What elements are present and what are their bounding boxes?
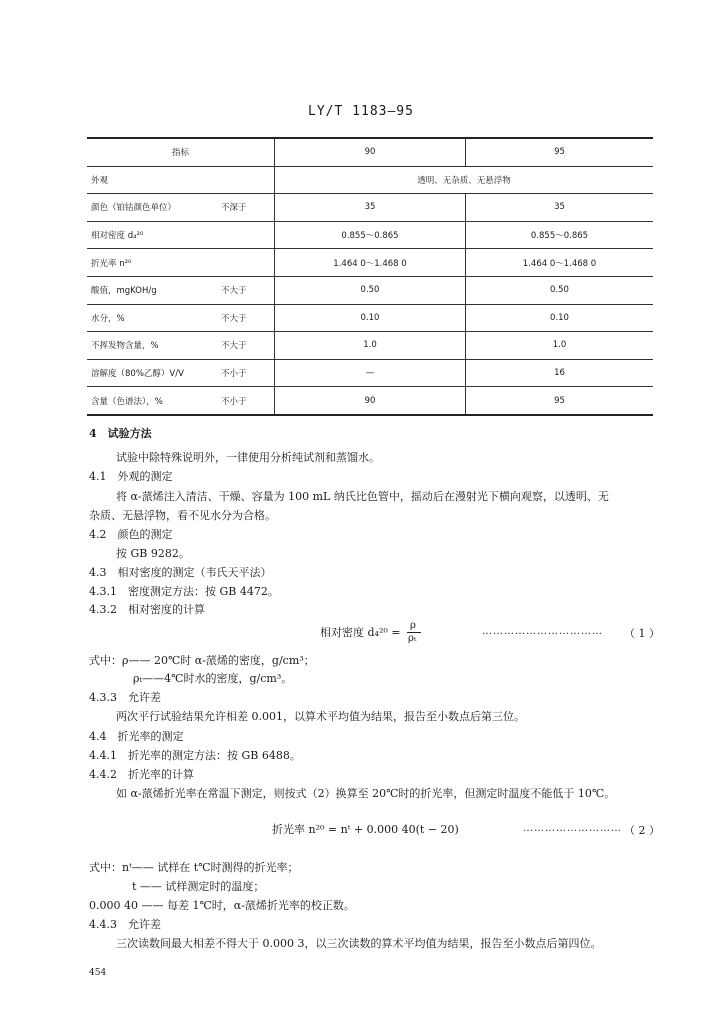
row-qualifier: 不大于 bbox=[221, 276, 275, 304]
section-4-3-1: 4.3.1 密度测定方法：按 GB 4472。 bbox=[89, 585, 279, 598]
section-4-3-3-heading: 4.3.3 允许差 bbox=[89, 691, 161, 704]
section-4-3-2-heading: 4.3.2 相对密度的计算 bbox=[89, 603, 205, 616]
row-name: 外观 bbox=[87, 166, 221, 194]
row-span-value: 透明、无杂质、无悬浮物 bbox=[275, 166, 654, 194]
equation-2: 折光率 n²⁰ = nᵗ + 0.000 40(t − 20) bbox=[272, 823, 459, 836]
section-4-4-1: 4.4.1 折光率的测定方法：按 GB 6488。 bbox=[89, 749, 301, 762]
header-grade-90: 90 bbox=[275, 138, 466, 166]
specification-table bbox=[87, 137, 653, 416]
row-name: 酸值，mgKOH/g bbox=[87, 276, 221, 304]
equation-1-leader-dots: …………………………… bbox=[482, 626, 603, 637]
row-value-95: 1.464 0～1.468 0 bbox=[466, 249, 654, 277]
row-qualifier: 不深于 bbox=[221, 194, 275, 222]
table-row bbox=[87, 221, 653, 249]
row-qualifier bbox=[221, 249, 275, 277]
page-number: 454 bbox=[89, 968, 107, 978]
section-4-4-3-heading: 4.4.3 允许差 bbox=[89, 918, 161, 931]
section-4-4-heading: 4.4 折光率的测定 bbox=[89, 730, 184, 743]
section-4-4-2-heading: 4.4.2 折光率的计算 bbox=[89, 768, 194, 781]
section-4-4-2-paragraph: 如 α-蒎烯折光率在常温下测定，则按式（2）换算至 20℃时的折光率，但测定时温度不能低于 10℃。 bbox=[116, 787, 616, 800]
equation-1-numerator: ρ bbox=[410, 620, 416, 631]
row-value-90: 35 bbox=[275, 194, 466, 222]
row-name: 颜色（铂钴颜色单位） bbox=[87, 194, 221, 222]
row-value-95: 0.50 bbox=[466, 276, 654, 304]
section-4-2-paragraph: 按 GB 9282。 bbox=[116, 547, 190, 560]
row-value-90: 0.50 bbox=[275, 276, 466, 304]
equation-1-where-b: ρₜ——4℃时水的密度，g/cm³。 bbox=[133, 672, 293, 685]
header-grade-95: 95 bbox=[466, 138, 654, 166]
equation-2-leader-dots: ……………………… bbox=[523, 823, 622, 834]
section-4-paragraph: 试验中除特殊说明外，一律使用分析纯试剂和蒸馏水。 bbox=[116, 451, 380, 464]
section-4-1-paragraph-line2: 杂质、无悬浮物，看不见水分为合格。 bbox=[89, 509, 276, 522]
row-qualifier: 不小于 bbox=[221, 387, 275, 415]
row-value-90: 0.10 bbox=[275, 304, 466, 332]
section-4-2-heading: 4.2 颜色的测定 bbox=[89, 528, 173, 541]
row-value-95: 0.855～0.865 bbox=[466, 221, 654, 249]
table-row bbox=[87, 387, 653, 415]
standard-code-header: LY/T 1183—95 bbox=[308, 104, 414, 119]
equation-2-where-c: 0.000 40 —— 每差 1℃时，α-蒎烯折光率的校正数。 bbox=[89, 899, 355, 912]
equation-2-where-b: t —— 试样测定时的温度； bbox=[132, 880, 265, 893]
row-qualifier: 不大于 bbox=[221, 304, 275, 332]
table-row bbox=[87, 194, 653, 222]
table-header-row bbox=[87, 138, 653, 166]
row-value-95: 35 bbox=[466, 194, 654, 222]
table-row bbox=[87, 249, 653, 277]
row-name: 相对密度 d₄²⁰ bbox=[87, 221, 221, 249]
equation-2-number: （ 2 ） bbox=[624, 824, 660, 837]
table-row bbox=[87, 166, 653, 194]
equation-1-number: （ 1 ） bbox=[624, 627, 660, 640]
table-row bbox=[87, 359, 653, 387]
equation-2-where-a: 式中：nᵗ—— 试样在 t℃时测得的折光率； bbox=[89, 861, 299, 874]
section-4-3-3-paragraph: 两次平行试验结果允许相差 0.001，以算术平均值为结果，报告至小数点后第三位。 bbox=[116, 710, 525, 723]
row-value-90: 0.855～0.865 bbox=[275, 221, 466, 249]
section-4-1-heading: 4.1 外观的测定 bbox=[89, 470, 173, 483]
row-qualifier bbox=[221, 166, 275, 194]
row-value-95: 0.10 bbox=[466, 304, 654, 332]
section-4-heading: 4 试验方法 bbox=[89, 427, 152, 440]
header-index: 指标 bbox=[87, 138, 275, 166]
row-qualifier: 不大于 bbox=[221, 332, 275, 360]
row-value-90: 1.0 bbox=[275, 332, 466, 360]
table-row bbox=[87, 304, 653, 332]
table-row bbox=[87, 332, 653, 360]
equation-1-where-a: 式中：ρ—— 20℃时 α-蒎烯的密度，g/cm³； bbox=[89, 654, 315, 667]
row-value-90: 90 bbox=[275, 387, 466, 415]
row-qualifier bbox=[221, 221, 275, 249]
row-value-90: — bbox=[275, 359, 466, 387]
row-name: 折光率 n²⁰ bbox=[87, 249, 221, 277]
section-4-3-heading: 4.3 相对密度的测定（韦氏天平法） bbox=[89, 566, 272, 579]
row-value-95: 95 bbox=[466, 387, 654, 415]
table-row bbox=[87, 276, 653, 304]
row-value-95: 16 bbox=[466, 359, 654, 387]
section-4-4-3-paragraph: 三次读数间最大相差不得大于 0.000 3，以三次读数的算术平均值为结果，报告至小数点后第四位。 bbox=[116, 937, 602, 950]
row-value-90: 1.464 0～1.468 0 bbox=[275, 249, 466, 277]
row-name: 不挥发物含量，% bbox=[87, 332, 221, 360]
equation-1-denominator: ρₜ bbox=[408, 633, 417, 644]
row-name: 溶解度（80%乙醇）V/V bbox=[87, 359, 221, 387]
row-value-95: 1.0 bbox=[466, 332, 654, 360]
row-name: 水分，% bbox=[87, 304, 221, 332]
row-qualifier: 不小于 bbox=[221, 359, 275, 387]
section-4-1-paragraph-line1: 将 α-蒎烯注入清洁、干燥、容量为 100 mL 纳氏比色管中，摇动后在漫射光下横向观察，以透明、无 bbox=[116, 490, 609, 503]
equation-1-lhs: 相对密度 d₄²⁰ = bbox=[320, 626, 401, 639]
row-name: 含量（色谱法），% bbox=[87, 387, 221, 415]
